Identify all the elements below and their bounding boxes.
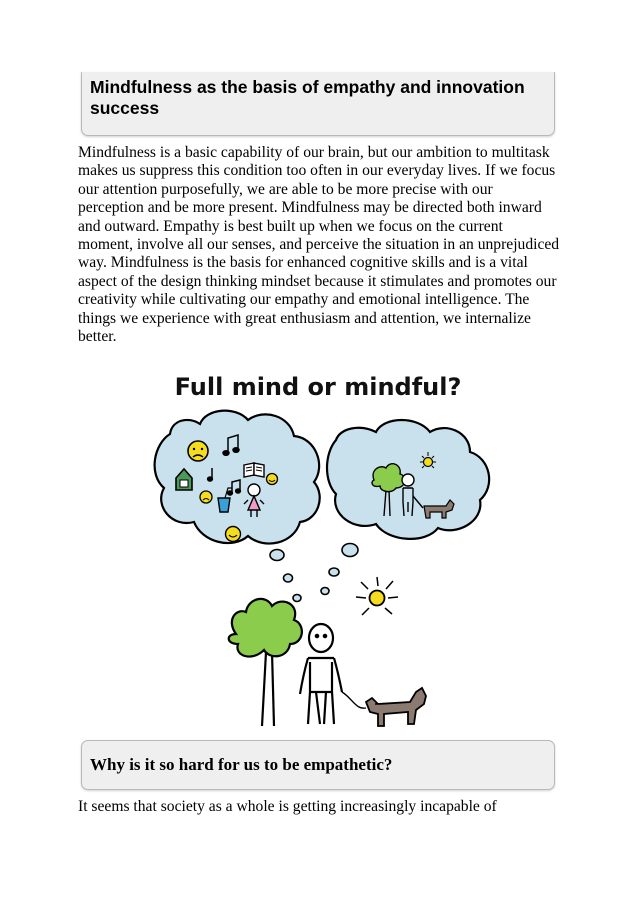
section-heading: Why is it so hard for us to be empathetic? [90,755,393,774]
dog-icon [366,688,426,726]
section-heading-box [81,72,555,136]
section-heading-box [81,740,555,790]
body-paragraph: Mindfulness is a basic capability of our brain, but our ambition to multitask makes us suppress this condition too often in our everyday lives. If we focus our attention purposefully, we are able to be more precise with our perception and be more present. Mindfulness may be directed both inward and outward. Empathy is best built up when we focus on the current moment, involve all our senses, and perceive the situation in an unprejudiced way. Mindfulness is the basis for enhanced cognitive skills and is a vital aspect of the design thinking mindset because it stimulates and promotes our creativity while cultivating our empathy and emotional intelligence. The things we experience with great enthusiasm and attention, we internalize better. [78,144,560,346]
body-paragraph: It seems that society as a whole is getting increasingly incapable of [78,798,497,815]
happy-face-icon [226,527,241,542]
thought-bubbles [270,544,358,602]
illustration-title: Full mind or mindful? [174,373,462,401]
book-icon [244,463,264,477]
section-heading: Mindfulness as the basis of empathy and innovation success [90,77,525,118]
sun-icon [356,577,398,615]
sad-face-icon [200,491,212,503]
mindful-illustration [140,372,500,734]
person-figure-icon [300,624,342,724]
worried-face-icon [188,441,208,461]
dog-leash [342,692,366,708]
smiley-face-icon [267,474,278,485]
tree-icon [229,599,302,726]
